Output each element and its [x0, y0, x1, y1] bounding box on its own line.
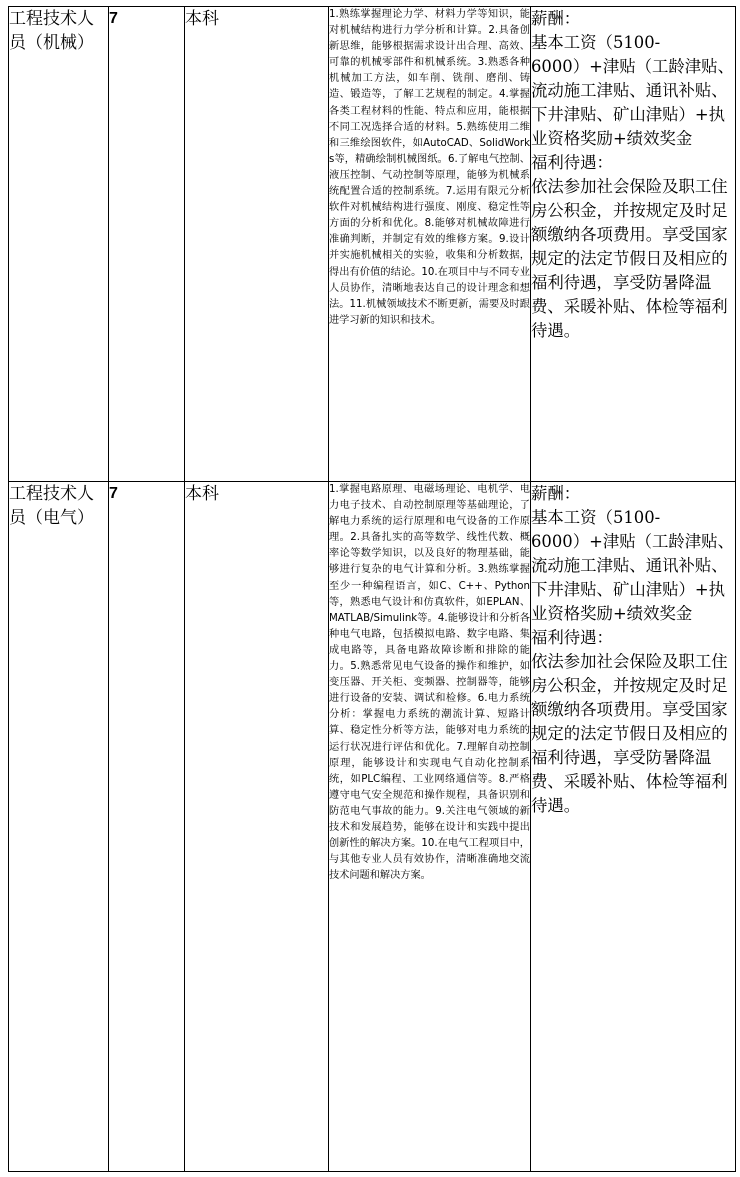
headcount-cell: 7 — [109, 7, 185, 482]
compensation-cell — [531, 7, 736, 482]
job-title-cell: 工程技术人员（机械） — [9, 7, 109, 482]
compensation-cell — [531, 482, 736, 1172]
requirements-cell: 1.熟练掌握理论力学、材料力学等知识，能对机械结构进行力学分析和计算。2.具备创新思维，能够根据需求设计出合理、高效、可靠的机械零部件和机械系统。3.熟悉各种机械加工方法，如车削、铣削、磨削、铸造、锻造等，了解工艺规程的制定。4.掌握各类工程材料的性能、特点和应用，能根据不同工况选择合适的材料。5.熟练使用二维和三维绘图软件，如AutoCAD、SolidWorks等，精确绘制机械图纸。6.了解电气控制、液压控制、气动控制等原理，能够为机械系统配置合适的控制系统。7.运用有限元分析软件对机械结构进行强度、刚度、稳定性等方面的分析和优化。8.能够对机械故障进行准确判断，并制定有效的维修方案。9.设计并实施机械相关的实验，收集和分析数据，得出有价值的结论。10.在项目中与不同专业人员协作，清晰地表达自己的设计理念和想法。11.机械领域技术不断更新，需要及时跟进学习新的知识和技术。 — [329, 7, 531, 482]
welfare-heading: 福利待遇： — [531, 628, 613, 647]
education-cell: 本科 — [185, 482, 329, 1172]
pay-detail: 基本工资（5100-6000）+津贴（工龄津贴、流动施工津贴、通讯补贴、下井津贴、矿山津贴）+执业资格奖励+绩效奖金 — [531, 508, 734, 623]
pay-heading: 薪酬： — [531, 9, 581, 28]
table-row-mechanical — [9, 7, 736, 482]
table-row-electrical — [9, 482, 736, 1172]
welfare-detail: 依法参加社会保险及职工住房公积金，并按规定及时足额缴纳各项费用。享受国家规定的法定节假日及相应的福利待遇，享受防暑降温费、采暖补贴、体检等福利待遇。 — [531, 177, 728, 340]
job-table — [8, 6, 736, 1172]
job-title-cell: 工程技术人员（电气） — [9, 482, 109, 1172]
welfare-detail: 依法参加社会保险及职工住房公积金，并按规定及时足额缴纳各项费用。享受国家规定的法定节假日及相应的福利待遇，享受防暑降温费、采暖补贴、体检等福利待遇。 — [531, 652, 728, 815]
welfare-heading: 福利待遇： — [531, 153, 613, 172]
headcount-cell: 7 — [109, 482, 185, 1172]
pay-heading: 薪酬： — [531, 484, 581, 503]
education-cell: 本科 — [185, 7, 329, 482]
requirements-cell: 1.掌握电路原理、电磁场理论、电机学、电力电子技术、自动控制原理等基础理论，了解电力系统的运行原理和电气设备的工作原理。2.具备扎实的高等数学、线性代数、概率论等数学知识，以及良好的物理基础，能够进行复杂的电气计算和分析。3.熟练掌握至少一种编程语言，如C、C++、Python等，熟悉电气设计和仿真软件，如EPLAN、MATLAB/Simulink等。4.能够设计和分析各种电气电路，包括模拟电路、数字电路、集成电路等，具备电路故障诊断和排除的能力。5.熟悉常见电气设备的操作和维护，如变压器、开关柜、变频器、控制器等，能够进行设备的安装、调试和检修。6.电力系统分析：掌握电力系统的潮流计算、短路计算、稳定性分析等方法，能够对电力系统的运行状况进行评估和优化。7.理解自动控制原理，能够设计和实现电气自动化控制系统，如PLC编程、工业网络通信等。8.严格遵守电气安全规范和操作规程，具备识别和防范电气事故的能力。9.关注电气领域的新技术和发展趋势，能够在设计和实践中提出创新性的解决方案。10.在电气工程项目中，与其他专业人员有效协作，清晰准确地交流技术问题和解决方案。 — [329, 482, 531, 1172]
pay-detail: 基本工资（5100-6000）+津贴（工龄津贴、流动施工津贴、通讯补贴、下井津贴、矿山津贴）+执业资格奖励+绩效奖金 — [531, 33, 734, 148]
